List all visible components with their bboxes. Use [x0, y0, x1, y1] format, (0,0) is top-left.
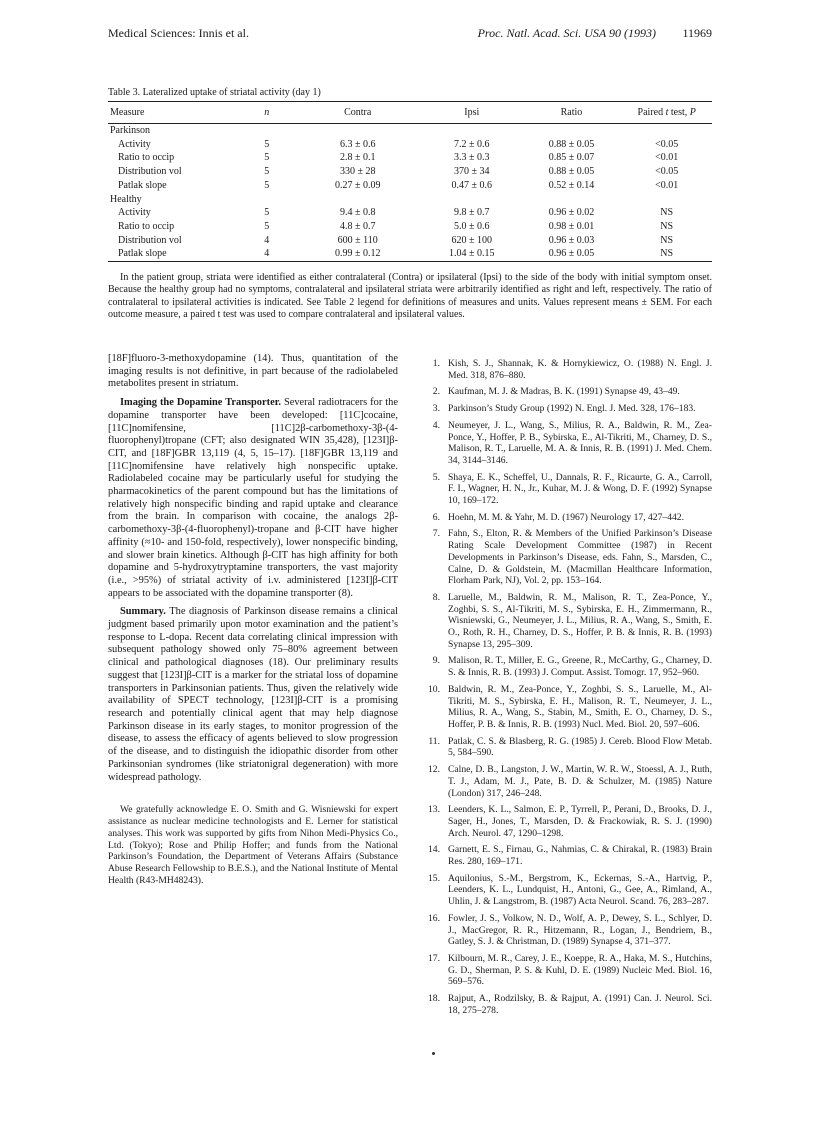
reference-item	[420, 386, 712, 398]
group-healthy	[108, 193, 712, 262]
reference-number: 7.	[432, 528, 440, 540]
header-journal: Proc. Natl. Acad. Sci. USA 90 (1993)	[477, 26, 656, 40]
cell-measure: Patlak slope	[118, 179, 167, 191]
section-heading-summary: Summary.	[120, 606, 166, 618]
cell-contra: 2.8 ± 0.1	[339, 152, 376, 164]
cell-p: NS	[660, 234, 674, 246]
cell-n: 5	[264, 220, 270, 232]
reference-item	[420, 804, 712, 839]
paragraph-imaging-transporter	[108, 397, 398, 600]
cell-ratio: 0.96 ± 0.05	[548, 248, 595, 260]
table-header-row	[108, 102, 712, 124]
reference-text: Laruelle, M., Baldwin, R. M., Malison, R. T., Zea-Ponce, Y., Zoghbi, S. S., Al-Tikriti, M. S., Sybirska, E. H., Zimmermann, R., Wisniewski, G., Neumeyer, J. L., Milius, R. A., Wang, S., Smith, E. O., Roth, R. H., Charney, D. S., Hoffer, P. B. & Innis, R. B. (1993) Synapse 13, 295–309.	[448, 591, 712, 650]
group-parkinson	[108, 124, 712, 193]
cell-ratio: 0.96 ± 0.02	[548, 207, 595, 219]
section-heading-imaging: Imaging the Dopamine Transporter.	[120, 397, 281, 409]
reference-text: Shaya, E. K., Scheffel, U., Dannals, R. F., Ricaurte, G. A., Carroll, F. I., Wagner, H. N., Jr., Kuhar, M. J. & Wong, D. F. (1992) Synapse 10, 169–172.	[448, 471, 712, 507]
cell-n: 5	[264, 207, 270, 219]
reference-item	[420, 764, 712, 799]
col-header-contra: Contra	[344, 107, 372, 118]
reference-text: Rajput, A., Rodzilsky, B. & Rajput, A. (1991) Can. J. Neurol. Sci. 18, 275–278.	[448, 993, 712, 1016]
table-footnote: In the patient group, striata were identified as either contralateral (Contra) or ipsilateral (Ipsi) to the side of the body with initial symptom onset. Because the healthy group had no symptoms, contralateral and ipsilateral striata were arbitrarily identified as right and left, respectively. The ratio of contralateral to ipsilateral activities is indicated. See Table 2 legend for definitions of measures and units. Values represent means ± SEM. For each outcome measure, a paired t test was used to compare contralateral and ipsilateral values.	[108, 272, 712, 320]
cell-contra: 330 ± 28	[339, 166, 376, 178]
reference-text: Neumeyer, J. L., Wang, S., Milius, R. A., Baldwin, R. M., Zea-Ponce, Y., Hoffer, P. B., Sybirska, E., Al-Tikriti, M., Charney, D. S., Malison, R. T., Laruelle, M. A. & Innis, R. B. (1991) J. Med. Chem. 34, 3144–3146.	[448, 419, 712, 466]
reference-item	[420, 953, 712, 988]
cell-p: NS	[660, 220, 674, 232]
page-mark	[432, 1052, 435, 1055]
cell-p: <0.01	[655, 179, 679, 191]
group-label: Healthy	[110, 193, 142, 205]
references-column	[420, 358, 712, 1021]
reference-number: 3.	[432, 403, 440, 415]
table-caption: Table 3. Lateralized uptake of striatal activity (day 1)	[108, 87, 321, 98]
reference-text: Kish, S. J., Shannak, K. & Hornykiewicz, O. (1988) N. Engl. J. Med. 318, 876–880.	[448, 358, 712, 381]
col-header-p: Paired t test, P	[637, 107, 696, 118]
reference-item	[420, 358, 712, 381]
cell-n: 5	[264, 152, 270, 164]
reference-number: 9.	[432, 655, 440, 667]
reference-text: Aquilonius, S.-M., Bergstrom, K., Eckernas, S.-A., Hartvig, P., Leenders, K. L., Lundquist, H., Antoni, G., Gee, A., Rimland, A., Uhlin, J. & Langstrom, B. (1987) Acta Neurol. Scand. 76, 283–287.	[448, 872, 712, 908]
left-column	[108, 353, 398, 893]
cell-p: <0.05	[655, 166, 679, 178]
reference-item	[420, 736, 712, 759]
cell-ipsi: 0.47 ± 0.6	[451, 179, 493, 191]
reference-text: Fowler, J. S., Volkow, N. D., Wolf, A. P., Dewey, S. L., Schlyer, D. J., MacGregor, R. R., Hitzemann, R., Logan, J., Bendriem, B., Gatley, S. J. & Christman, D. (1989) Synapse 4, 371–377.	[448, 912, 712, 948]
reference-item	[420, 512, 712, 524]
cell-ipsi: 3.3 ± 0.3	[454, 152, 490, 164]
acknowledgments: We gratefully acknowledge E. O. Smith and G. Wisniewski for expert assistance as nuclear medicine technologists and E. Lerner for statistical analyses. This work was supported by gifts from Nihon Medi-Physics Co., Ltd. (Tokyo); Rose and Philip Hoffer; and funds from the National Parkinson’s Foundation, the Department of Veterans Affairs (Substance Abuse Research Fellowship to B.E.S.), and the National Institute of Mental Health (R43-MH48243).	[108, 804, 398, 886]
reference-number: 18.	[428, 993, 440, 1005]
table-row	[108, 138, 712, 152]
reference-number: 13.	[428, 804, 440, 816]
cell-measure: Distribution vol	[118, 234, 182, 246]
data-table	[108, 101, 712, 262]
reference-text: Patlak, C. S. & Blasberg, R. G. (1985) J. Cereb. Blood Flow Metab. 5, 584–590.	[448, 735, 712, 759]
cell-ipsi: 7.2 ± 0.6	[454, 138, 490, 150]
group-row	[108, 193, 712, 207]
reference-text: Hoehn, M. M. & Yahr, M. D. (1967) Neurology 17, 427–442.	[448, 511, 684, 523]
cell-ratio: 0.88 ± 0.05	[548, 166, 595, 178]
reference-item	[420, 655, 712, 678]
reference-text: Baldwin, R. M., Zea-Ponce, Y., Zoghbi, S. S., Laruelle, M., Al-Tikriti, M. S., Sybirska, E. H., Malison, R. T., Neumeyer, J. L., Milius, R. A., Wang, S., Stabin, M., Smith, E. O., Charney, D. S., Hoffer, P. B. & Innis, R. B. (1993) Nucl. Med. Biol. 20, 597–606.	[448, 683, 712, 730]
cell-measure: Ratio to occip	[118, 220, 175, 232]
reference-text: Kilbourn, M. R., Carey, J. E., Koeppe, R. A., Haka, M. S., Hutchins, G. D., Sherman, P. S. & Kuhl, D. E. (1989) Nucleic Med. Biol. 16, 569–576.	[448, 952, 712, 988]
cell-ipsi: 5.0 ± 0.6	[454, 220, 490, 232]
reference-item	[420, 528, 712, 587]
table-row	[108, 220, 712, 234]
table-row	[108, 179, 712, 193]
reference-number: 4.	[432, 419, 440, 431]
cell-ratio: 0.85 ± 0.07	[548, 152, 595, 164]
cell-ipsi: 620 ± 100	[451, 234, 493, 246]
reference-number: 14.	[428, 844, 440, 856]
reference-number: 15.	[428, 872, 440, 884]
running-header	[108, 26, 712, 42]
reference-number: 6.	[432, 511, 440, 523]
cell-measure: Distribution vol	[118, 166, 182, 178]
cell-measure: Ratio to occip	[118, 152, 175, 164]
reference-item	[420, 844, 712, 867]
reference-number: 1.	[432, 358, 440, 369]
cell-contra: 9.4 ± 0.8	[339, 207, 376, 219]
cell-contra: 0.99 ± 0.12	[334, 248, 381, 260]
reference-number: 2.	[432, 386, 440, 398]
cell-ipsi: 370 ± 34	[454, 166, 490, 178]
section-text-imaging: Several radiotracers for the dopamine transporter have been developed: [11C]cocaine, [11C]nomifensine, [11C]2β-carbomethoxy-3β-(4-fluorophenyl)tropane (CFT; also designated WIN 35,428), [123I]β-CIT, and [18F]GBR 13,119 (4, 5, 15–17). [18F]GBR 13,119 and [11C]nomifensine have relatively high nonspecific uptake. Radiolabeled cocaine may be particularly useful for studying the pharmacokinetics of the parent compound but has the limitations of relatively high nonspecific binding and rapid uptake and clearance from the brain. In comparison with cocaine, the analogs 2β-carbomethoxy-3β-(4-fluorophenyl)-tropane and β-CIT have higher affinity (≈10- and 150-fold, respectively), lower nonspecific binding, and slower brain kinetics. Although β-CIT has high affinity for both dopamine and 5-hydroxytryptamine transporters, the vast majority (i.e., >95%) of striatal activity of i.v. administered [123I]β-CIT appears to be associated with the dopamine transporter (8).	[108, 397, 398, 599]
table-row	[108, 165, 712, 179]
cell-ipsi: 9.8 ± 0.7	[454, 207, 490, 219]
reference-item	[420, 592, 712, 651]
page-number: 11969	[682, 26, 712, 40]
reference-number: 17.	[428, 952, 440, 964]
cell-n: 5	[264, 166, 270, 178]
cell-n: 4	[264, 234, 270, 246]
cell-contra: 600 ± 110	[337, 234, 378, 246]
reference-item	[420, 403, 712, 415]
table-row	[108, 151, 712, 165]
reference-text: Parkinson’s Study Group (1992) N. Engl. J. Med. 328, 176–183.	[448, 403, 696, 415]
reference-text: Calne, D. B., Langston, J. W., Martin, W. R. W., Stoessl, A. J., Ruth, T. J., Adam, M. J., Pate, B. D. & Schulzer, M. (1985) Nature (London) 317, 246–248.	[448, 764, 712, 799]
cell-contra: 6.3 ± 0.6	[339, 138, 376, 150]
reference-item	[420, 472, 712, 507]
table-3	[108, 101, 712, 262]
cell-n: 5	[264, 138, 270, 150]
cell-p: NS	[660, 207, 674, 219]
cell-p: <0.05	[655, 138, 679, 150]
cell-measure: Patlak slope	[118, 248, 167, 260]
cell-measure: Activity	[118, 138, 151, 150]
reference-number: 16.	[428, 912, 440, 924]
cell-ratio: 0.88 ± 0.05	[548, 138, 595, 150]
table-row	[108, 247, 712, 261]
reference-item	[420, 993, 712, 1016]
col-header-ratio: Ratio	[560, 107, 583, 118]
cell-ratio: 0.96 ± 0.03	[548, 234, 595, 246]
reference-text: Kaufman, M. J. & Madras, B. K. (1991) Synapse 49, 43–49.	[448, 386, 680, 398]
cell-ratio: 0.52 ± 0.14	[548, 179, 595, 191]
reference-number: 5.	[432, 471, 440, 483]
cell-p: <0.01	[655, 152, 679, 164]
reference-text: Malison, R. T., Miller, E. G., Greene, R., McCarthy, G., Charney, D. S. & Innis, R. B. (1993) J. Comput. Assist. Tomogr. 17, 952–960.	[448, 655, 712, 679]
reference-text: Leenders, K. L., Salmon, E. P., Tyrrell, P., Perani, D., Brooks, D. J., Sager, H., Jones, T., Marsden, D. & Frackowiak, R. S. J. (1990) Arch. Neurol. 47, 1290–1298.	[448, 804, 712, 839]
col-header-ipsi: Ipsi	[464, 107, 480, 118]
reference-item	[420, 913, 712, 948]
reference-number: 10.	[428, 683, 440, 695]
reference-item	[420, 873, 712, 908]
col-header-n: n	[264, 107, 270, 118]
reference-item	[420, 684, 712, 731]
cell-contra: 4.8 ± 0.7	[339, 220, 376, 232]
reference-text: Fahn, S., Elton, R. & Members of the Unified Parkinson’s Disease Rating Scale Development Committee (1987) in Recent Developments in Parkinson’s Disease, eds. Fahn, S., Marsden, C., Calne, D. & Goldstein, M. (Macmillan Healthcare Information, Florham Park, NJ), Vol. 2, pp. 153–164.	[448, 528, 712, 587]
cell-ratio: 0.98 ± 0.01	[548, 220, 595, 232]
table-row	[108, 206, 712, 220]
header-section-authors: Medical Sciences: Innis et al.	[108, 26, 249, 40]
cell-p: NS	[660, 248, 674, 260]
cell-n: 5	[264, 179, 270, 191]
group-row	[108, 124, 712, 138]
reference-item	[420, 420, 712, 467]
reference-number: 11.	[428, 735, 440, 747]
table-row	[108, 234, 712, 248]
cell-contra: 0.27 ± 0.09	[334, 179, 381, 191]
section-text-summary: The diagnosis of Parkinson disease remains a clinical judgment based primarily upon motor examination and the patient’s response to L-dopa. Recent data correlating clinical impression with subsequent pathology showed only 75–80% agreement between clinical and pathological diagnoses (18). Our preliminary results suggest that [123I]β-CIT is a marker for the striatal loss of dopamine transporters in Parkinsonian patients. Thus, given the relatively wide availability of SPECT technology, [123I]β-CIT is a promising research and potentially clinical agent that may help diagnose Parkinson disease in its early stages, to monitor progression of the disease, to assess the efficacy of agents believed to slow progression of the disease, and to distinguish the idiopathic disorder from other Parkinsonian syndromes (like striatonigral degeneration) with more widespread pathology.	[108, 606, 398, 783]
reference-number: 8.	[432, 591, 440, 603]
paragraph-summary	[108, 606, 398, 784]
cell-n: 4	[264, 248, 270, 260]
cell-measure: Activity	[118, 207, 151, 219]
reference-text: Garnett, E. S., Firnau, G., Nahmias, C. & Chirakal, R. (1983) Brain Res. 280, 169–171.	[448, 844, 712, 868]
reference-number: 12.	[428, 764, 440, 776]
group-label: Parkinson	[110, 125, 150, 136]
paragraph-continuation: [18F]fluoro-3-methoxydopamine (14). Thus, quantitation of the imaging results is not definitive, in part because of the radiolabeled metabolites present in striatum.	[108, 353, 398, 390]
cell-ipsi: 1.04 ± 0.15	[449, 248, 495, 260]
col-header-measure: Measure	[110, 107, 145, 118]
